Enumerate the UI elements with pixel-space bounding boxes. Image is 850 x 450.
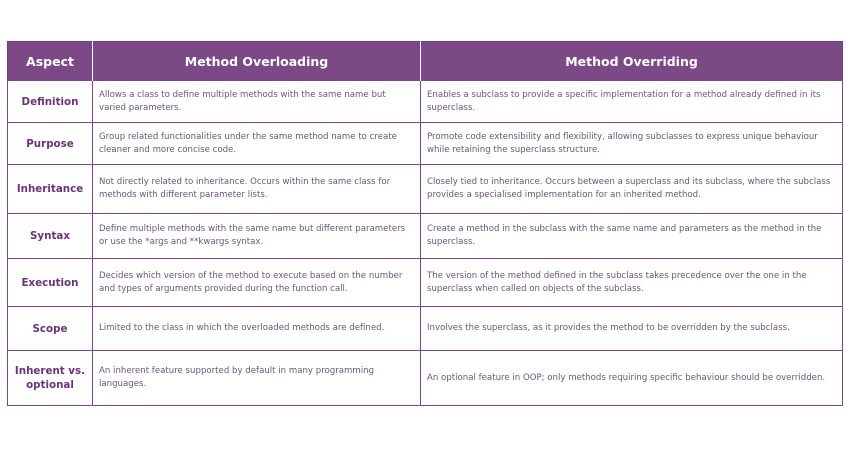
table-row xyxy=(8,259,843,307)
row-overloading: Group related functionalities under the same method name to create cleaner and more concise code. xyxy=(93,123,421,165)
row-overloading: Decides which version of the method to execute based on the number and types of arguments provided during the function call. xyxy=(93,259,421,307)
header-method-overloading: Method Overloading xyxy=(93,42,421,81)
comparison-table xyxy=(7,41,843,406)
header-aspect: Aspect xyxy=(8,42,93,81)
row-overloading: Allows a class to define multiple methods with the same name but varied parameters. xyxy=(93,81,421,123)
header-method-overriding: Method Overriding xyxy=(421,42,843,81)
row-aspect: Definition xyxy=(8,81,93,123)
row-overloading: Not directly related to inheritance. Occurs within the same class for methods with different parameter lists. xyxy=(93,165,421,214)
row-overriding: Create a method in the subclass with the same name and parameters as the method in the superclass. xyxy=(421,214,843,259)
table-row xyxy=(8,307,843,351)
row-overriding: Involves the superclass, as it provides the method to be overridden by the subclass. xyxy=(421,307,843,351)
row-overloading: Define multiple methods with the same name but different parameters or use the *args and **kwargs syntax. xyxy=(93,214,421,259)
row-overloading: Limited to the class in which the overloaded methods are defined. xyxy=(93,307,421,351)
comparison-table-container xyxy=(7,41,842,406)
table-row xyxy=(8,123,843,165)
row-aspect: Inherent vs. optional xyxy=(8,351,93,406)
table-row xyxy=(8,165,843,214)
row-overriding: Closely tied to inheritance. Occurs between a superclass and its subclass, where the subclass provides a specialised implementation for an inherited method. xyxy=(421,165,843,214)
row-aspect: Purpose xyxy=(8,123,93,165)
table-row xyxy=(8,81,843,123)
row-aspect: Inheritance xyxy=(8,165,93,214)
row-aspect: Execution xyxy=(8,259,93,307)
row-aspect: Scope xyxy=(8,307,93,351)
row-overriding: An optional feature in OOP; only methods requiring specific behaviour should be overridden. xyxy=(421,351,843,406)
table-row xyxy=(8,351,843,406)
row-overriding: Promote code extensibility and flexibility, allowing subclasses to express unique behaviour while retaining the superclass structure. xyxy=(421,123,843,165)
row-overriding: Enables a subclass to provide a specific implementation for a method already defined in its superclass. xyxy=(421,81,843,123)
table-header-row xyxy=(8,42,843,81)
row-aspect: Syntax xyxy=(8,214,93,259)
row-overloading: An inherent feature supported by default in many programming languages. xyxy=(93,351,421,406)
row-overriding: The version of the method defined in the subclass takes precedence over the one in the superclass when called on objects of the subclass. xyxy=(421,259,843,307)
table-row xyxy=(8,214,843,259)
